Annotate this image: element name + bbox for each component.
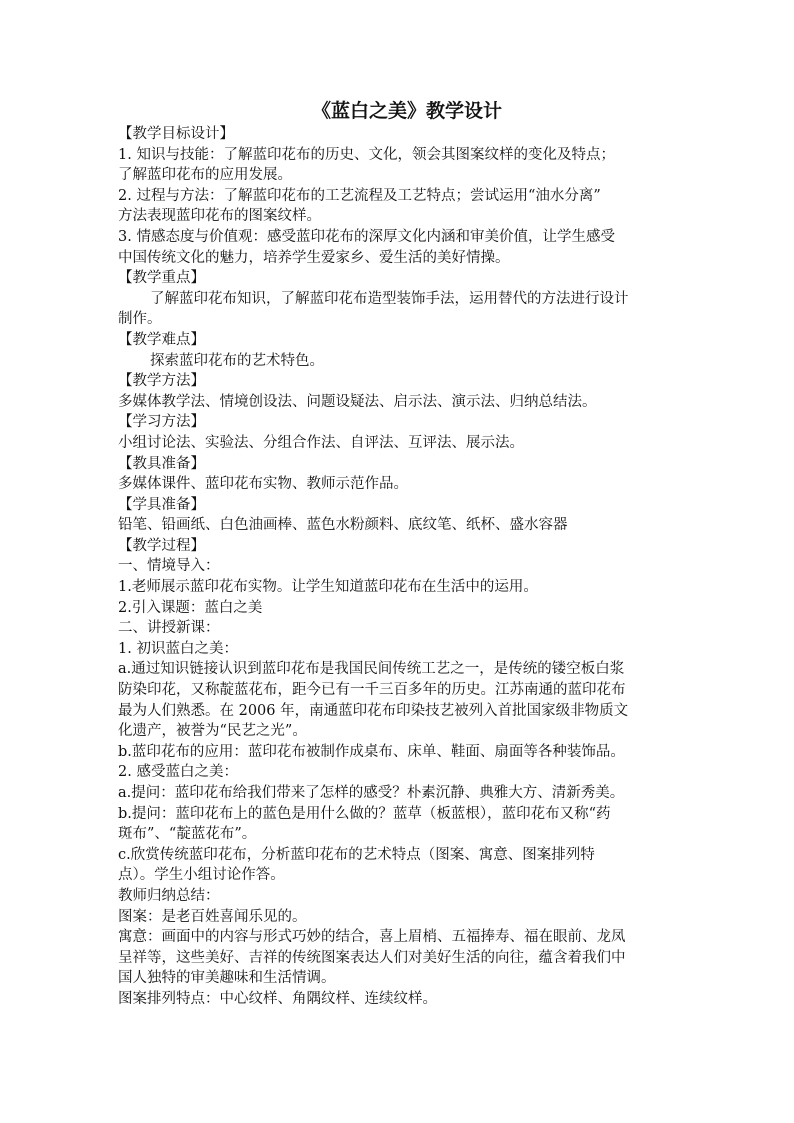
text-line: 寓意：画面中的内容与形式巧妙的结合，喜上眉梢、五福捧寿、福在眼前、龙凤 bbox=[118, 929, 626, 946]
text-line: 小组讨论法、实验法、分组合作法、自评法、互评法、展示法。 bbox=[118, 434, 524, 451]
text-line: 【教学难点】 bbox=[118, 331, 205, 348]
text-line: 防染印花，又称靛蓝花布，距今已有一千三百多年的历史。江苏南通的蓝印花布 bbox=[118, 682, 626, 699]
text-line: 方法表现蓝印花布的图案纹样。 bbox=[118, 208, 321, 225]
text-line: 【教具准备】 bbox=[118, 455, 205, 472]
text-line: 【教学过程】 bbox=[118, 537, 205, 554]
text-line: 最为人们熟悉。在 2006 年，南通蓝印花布印染技艺被列入首批国家级非物质文 bbox=[118, 702, 629, 719]
text-line: 了解蓝印花布知识，了解蓝印花布造型装饰手法，运用替代的方法进行设计 bbox=[150, 290, 629, 307]
document-body bbox=[118, 124, 678, 1010]
text-line: 斑布”、“靛蓝花布”。 bbox=[118, 826, 257, 843]
text-line: 2.引入课题：蓝白之美 bbox=[118, 599, 263, 616]
text-line: 图案：是老百姓喜闻乐见的。 bbox=[118, 908, 307, 925]
text-line: 教师归纳总结： bbox=[118, 887, 220, 904]
text-line: 多媒体教学法、情境创设法、问题设疑法、启示法、演示法、归纳总结法。 bbox=[118, 393, 597, 410]
text-line: 探索蓝印花布的艺术特色。 bbox=[150, 352, 324, 369]
text-line: 二、讲授新课： bbox=[118, 620, 220, 637]
text-line: 了解蓝印花布的应用发展。 bbox=[118, 167, 292, 184]
text-line: 中国传统文化的魅力，培养学生爱家乡、爱生活的美好情操。 bbox=[118, 249, 510, 266]
text-line: 1. 知识与技能：了解蓝印花布的历史、文化，领会其图案纹样的变化及特点； bbox=[118, 146, 615, 163]
text-line: 一、情境导入： bbox=[118, 558, 220, 575]
document-title: 《蓝白之美》教学设计 bbox=[311, 100, 502, 122]
text-line: a.通过知识链接认识到蓝印花布是我国民间传统工艺之一，是传统的镂空板白浆 bbox=[118, 661, 625, 678]
text-line: 【教学方法】 bbox=[118, 373, 205, 390]
text-line: 【学具准备】 bbox=[118, 496, 205, 513]
text-line: 【教学重点】 bbox=[118, 270, 205, 287]
text-line: 图案排列特点：中心纹样、角隅纹样、连续纹样。 bbox=[118, 990, 437, 1007]
text-line: 点）。学生小组讨论作答。 bbox=[118, 867, 285, 884]
text-line: 化遗产，被誉为“民艺之光”。 bbox=[118, 723, 307, 740]
text-line: 【学习方法】 bbox=[118, 414, 205, 431]
text-line: 呈祥等，这些美好、吉祥的传统图案表达人们对美好生活的向往，蕴含着我们中 bbox=[118, 949, 626, 966]
text-line: 国人独特的审美趣味和生活情调。 bbox=[118, 970, 336, 987]
document-page bbox=[118, 98, 678, 1010]
text-line: 3. 情感态度与价值观：感受蓝印花布的深厚文化内涵和审美价值，让学生感受 bbox=[118, 228, 615, 245]
text-line: 铅笔、铅画纸、白色油画棒、蓝色水粉颜料、底纹笔、纸杯、盛水容器 bbox=[118, 517, 568, 534]
text-line: 【教学目标设计】 bbox=[118, 126, 234, 142]
text-line: c.欣赏传统蓝印花布，分析蓝印花布的艺术特点（图案、寓意、图案排列特 bbox=[118, 846, 595, 863]
text-line: 多媒体课件、蓝印花布实物、教师示范作品。 bbox=[118, 476, 408, 493]
text-line: 2. 过程与方法：了解蓝印花布的工艺流程及工艺特点；尝试运用“油水分离” bbox=[118, 187, 601, 204]
text-line: 1. 初识蓝白之美： bbox=[118, 640, 238, 657]
text-line: 1.老师展示蓝印花布实物。让学生知道蓝印花布在生活中的运用。 bbox=[118, 579, 538, 596]
text-line: 制作。 bbox=[118, 311, 162, 328]
text-line: a.提问：蓝印花布给我们带来了怎样的感受？朴素沉静、典雅大方、清新秀美。 bbox=[118, 785, 625, 801]
text-line: b.蓝印花布的应用：蓝印花布被制作成桌布、床单、鞋面、扇面等各种装饰品。 bbox=[118, 743, 625, 760]
text-line: b.提问：蓝印花布上的蓝色是用什么做的？蓝草（板蓝根），蓝印花布又称“药 bbox=[118, 805, 611, 822]
text-line: 2. 感受蓝白之美： bbox=[118, 764, 238, 781]
